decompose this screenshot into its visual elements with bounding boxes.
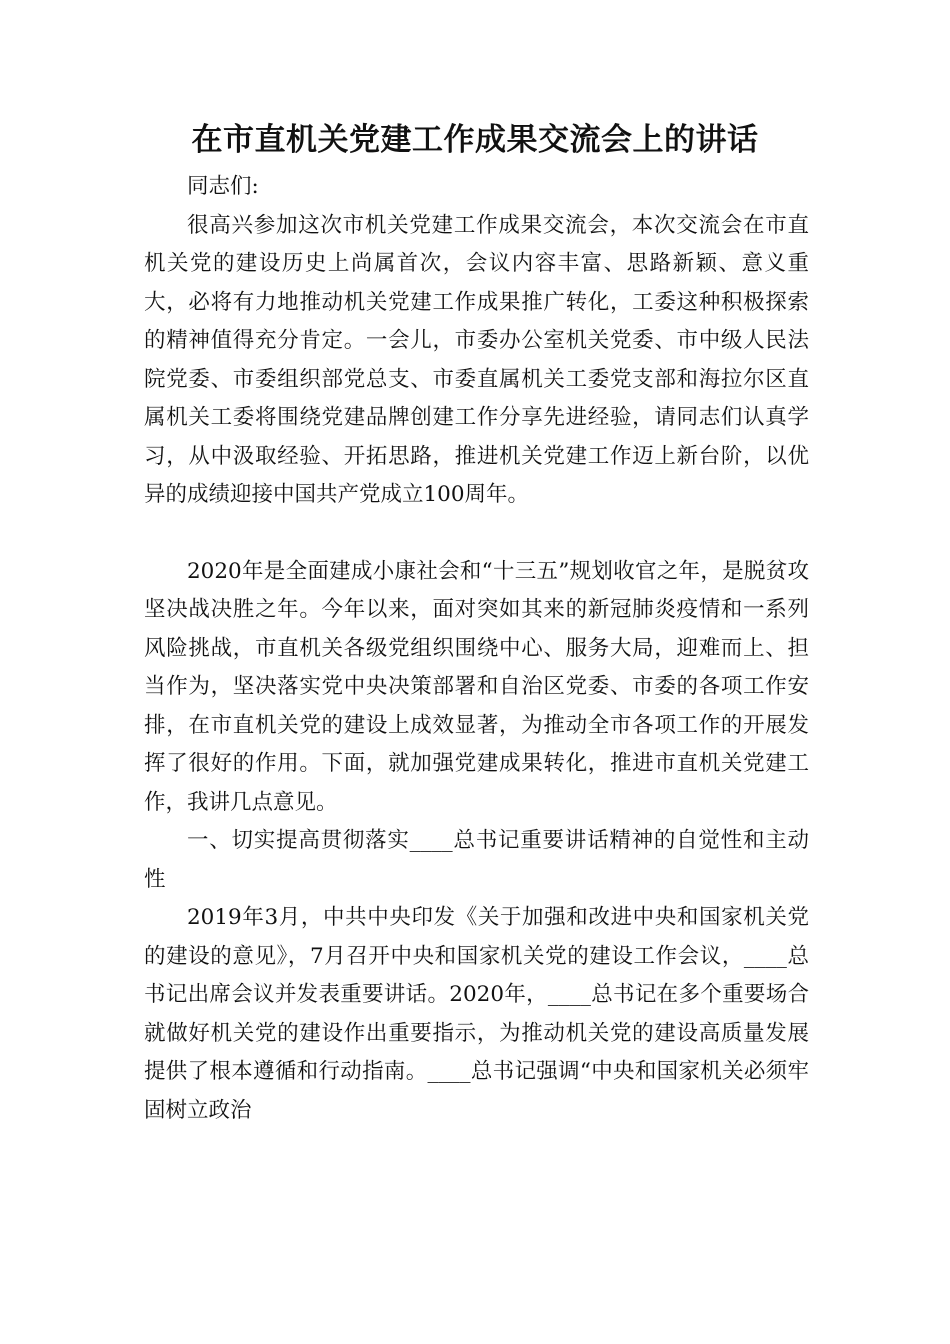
opening-paragraph: 很高兴参加这次市机关党建工作成果交流会，本次交流会在市直机关党的建设历史上尚属首次，会议内容丰富、思路新颖、意义重大，必将有力地推动机关党建工作成果推广转化，工委这种积极探索的精神值得充分肯定。一会儿，市委办公室机关党委、市中级人民法院党委、市委组织部党总支、市委直属机关工委党支部和海拉尔区直属机关工委将围绕党建品牌创建工作分享先进经验，请同志们认真学习，从中汲取经验、开拓思路，推进机关党建工作迈上新台阶，以优异的成绩迎接中国共产党成立100周年。 — [144, 212, 809, 507]
background-paragraph: 2020年是全面建成小康社会和“十三五”规划收官之年，是脱贫攻坚决战决胜之年。今年以来，面对突如其来的新冠肺炎疫情和一系列风险挑战，市直机关各级党组织围绕中心、服务大局，迎难而上、担当作为，坚决落实党中央决策部署和自治区党委、市委的各项工作安排，在市直机关党的建设上成效显著，为推动全市各项工作的开展发挥了很好的作用。下面，就加强党建成果转化，推进市直机关党建工作，我讲几点意见。 — [144, 558, 809, 815]
salutation-paragraph: 同志们: — [187, 174, 259, 199]
document-body — [144, 168, 809, 1130]
section-heading-1: 一、切实提高贯彻落实____总书记重要讲话精神的自觉性和主动性 — [144, 828, 809, 892]
section-1-paragraph: 2019年3月，中共中央印发《关于加强和改进中央和国家机关党的建设的意见》，7月召开中央和国家机关党的建设工作会议，____总书记出席会议并发表重要讲话。2020年，____总书记在多个重要场合就做好机关党的建设作出重要指示，为推动机关党的建设高质量发展提供了根本遵循和行动指南。____总书记强调“中央和国家机关必须牢固树立政治 — [144, 905, 809, 1123]
document-title: 在市直机关党建工作成果交流会上的讲话 — [191, 122, 759, 158]
